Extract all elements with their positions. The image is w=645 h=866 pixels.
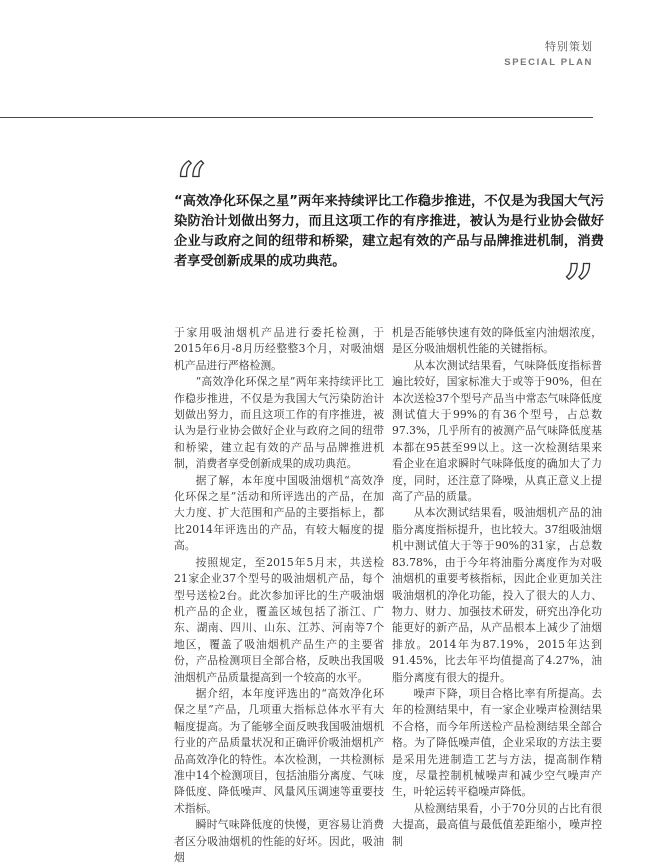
- section-title-cn: 特别策划: [545, 41, 593, 53]
- article-paragraph: “高效净化环保之星”两年来持续评比工作稳步推进，不仅是为我国大气污染防治计划做出努力，而且这项工作的有序推进，被认为是行业协会做好企业与政府之间的纽带和桥梁，建立起有效的产品与品牌推进机制，消费者享受创新成果的成功典范。: [174, 375, 384, 471]
- article-left-column: [174, 325, 384, 864]
- article-paragraph: 据介绍，本年度评选出的“高效净化环保之星”产品，几项重大指标总体水平有大幅度提高。为了能够全面反映我国吸油烟机行业的产品质量状况和正确评价吸油烟机产品高效净化的特性。本次检测，一共检测标准中14个检测项目，包括油脂分离度、气味降低度、降低噪声、风量风压调速等重要技术指标。: [174, 686, 384, 815]
- header-divider: [0, 117, 593, 118]
- close-quote-icon: ”: [562, 252, 595, 326]
- article-paragraph: 据了解，本年度中国吸油烟机“高效净化环保之星”活动和所评选出的产品，在加大力度、扩大范围和产品的主要指标上，都比2014年评选出的产品，有较大幅度的提高。: [174, 473, 384, 553]
- section-title-en: SPECIAL PLAN: [504, 57, 593, 68]
- article-paragraph: 于家用吸油烟机产品进行委托检测，于2015年6月-8月历经整整3个月，对吸油烟机产品进行严格检测。: [174, 326, 384, 372]
- article-paragraph: 瞬时气味降低度的快慢，更容易让消费者区分吸油烟机的性能的好坏。因此，吸油烟: [174, 818, 384, 864]
- article-paragraph: 噪声下降，项目合格比率有所提高。去年的检测结果中，有一家企业噪声检测结果不合格，而今年所送检产品检测结果全部合格。为了降低噪声值，企业采取的方法主要是采用先进制造工艺与方法，提高制作精度，尽量控制机械噪声和减少空气噪声产生，叶轮运转平稳噪声降低。: [392, 686, 602, 799]
- section-header: [504, 38, 593, 68]
- article-paragraph: 机是否能够快速有效的降低室内油烟浓度，是区分吸油烟机性能的关键指标。: [392, 326, 602, 356]
- pull-quote: “高效净化环保之星”两年来持续评比工作稳步推进，不仅是为我国大气污染防治计划做出努力，而且这项工作的有序推进，被认为是行业协会做好企业与政府之间的纽带和桥梁，建立起有效的产品与品牌推进机制，消费者享受创新成果的成功典范。: [174, 194, 604, 269]
- article-paragraph: 从检测结果看，小于70分贝的占比有很大提高，最高值与最低值差距缩小，噪声控制: [392, 801, 602, 848]
- article-right-column: [392, 325, 602, 850]
- article-paragraph: 从本次测试结果看，气味降低度指标普遍比较好，国家标准大于或等于90%，但在本次送检37个型号产品当中常态气味降低度测试值大于99%的有36个型号，占总数97.3%，几乎所有的被测产品气味降低度基本都在95甚至99以上。这一次检测结果来看企业在追求瞬时气味降低度的确加大了力度，同时，还注意了降噪，从真正意义上提高了产品的质量。: [392, 358, 602, 504]
- article-paragraph: 按照规定，至2015年5月末，共送检21家企业37个型号的吸油烟机产品，每个型号送检2台。此次参加评比的生产吸油烟机产品的企业，覆盖区域包括了浙江、广东、湖南、四川、山东、江苏、河南等7个地区，覆盖了吸油烟机产品生产的主要省份，产品检测项目全部合格，反映出我国吸油烟机产品质量提高到一个较高的水平。: [174, 555, 384, 684]
- article-paragraph: 从本次测试结果看，吸油烟机产品的油脂分离度指标提升，也比较大。37组吸油烟机中测试值大于等于90%的31家，占总数83.78%，由于今年将油脂分离度作为对吸油烟机的重要考核指标，因此企业更加关注吸油烟机的净化功能，投入了很大的人力、物力、财力、加强技术研发，研究出净化功能更好的新产品，从产品根本上减少了油烟排放。2014年为87.19%，2015年达到91.45%，比去年平均值提高了4.27%，油脂分离度有很大的提升。: [392, 506, 602, 684]
- open-quote-icon: “: [174, 150, 207, 224]
